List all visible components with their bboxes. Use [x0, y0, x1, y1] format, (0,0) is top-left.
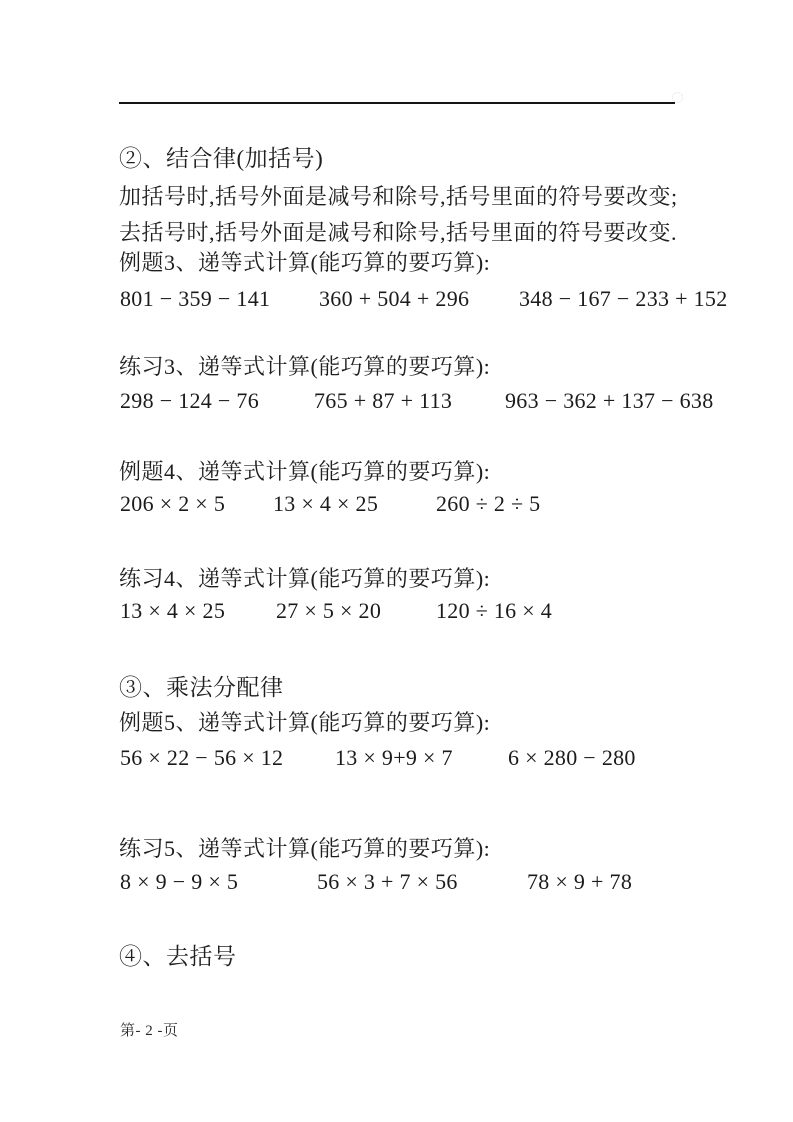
example3-label: 例题3、递等式计算(能巧算的要巧算):: [119, 250, 491, 275]
math-expression: 360 + 504 + 296: [319, 286, 470, 311]
math-expression: 206 × 2 × 5: [120, 491, 226, 516]
math-expression: 56 × 3 + 7 × 56: [317, 869, 458, 894]
section2-rule-line-2: 去括号时,括号外面是减号和除号,括号里面的符号要改变.: [119, 220, 678, 245]
section4-title: ④、去括号: [119, 944, 237, 969]
practice5-label: 练习5、递等式计算(能巧算的要巧算):: [119, 836, 491, 861]
math-expression: 56 × 22 − 56 × 12: [120, 745, 284, 770]
math-expression: 13 × 4 × 25: [120, 598, 226, 623]
math-expression: 120 ÷ 16 × 4: [436, 598, 553, 623]
math-expression: 765 + 87 + 113: [314, 388, 453, 413]
section2-rule-line-1: 加括号时,括号外面是减号和除号,括号里面的符号要改变;: [119, 184, 678, 209]
math-expression: 13 × 9+9 × 7: [335, 745, 453, 770]
practice4-label: 练习4、递等式计算(能巧算的要巧算):: [119, 566, 491, 591]
math-expression: 6 × 280 − 280: [508, 745, 636, 770]
math-expression: 348 − 167 − 233 + 152: [519, 286, 728, 311]
math-expression: 78 × 9 + 78: [527, 869, 633, 894]
math-expression: 8 × 9 − 9 × 5: [120, 869, 239, 894]
example4-problem-row: [0, 492, 793, 518]
math-expression: 801 − 359 − 141: [120, 286, 271, 311]
example5-label: 例题5、递等式计算(能巧算的要巧算):: [119, 710, 491, 735]
page-footer: 第- 2 -页: [120, 1023, 179, 1039]
math-expression: 963 − 362 + 137 − 638: [505, 388, 714, 413]
math-expression: 298 − 124 − 76: [120, 388, 260, 413]
practice5-problem-row: [0, 870, 793, 896]
example4-label: 例题4、递等式计算(能巧算的要巧算):: [119, 459, 491, 484]
header-rule: [119, 102, 675, 104]
practice4-problem-row: [0, 599, 793, 625]
practice3-label: 练习3、递等式计算(能巧算的要巧算):: [119, 354, 491, 379]
section2-title: ②、结合律(加括号): [119, 146, 324, 171]
artifact-speck: [672, 92, 683, 103]
example5-problem-row: [0, 746, 793, 772]
practice3-problem-row: [0, 389, 793, 415]
example3-problem-row: [0, 287, 793, 313]
math-expression: 13 × 4 × 25: [273, 491, 379, 516]
section3-title: ③、乘法分配律: [119, 675, 284, 700]
math-expression: 260 ÷ 2 ÷ 5: [436, 491, 541, 516]
math-expression: 27 × 5 × 20: [276, 598, 382, 623]
